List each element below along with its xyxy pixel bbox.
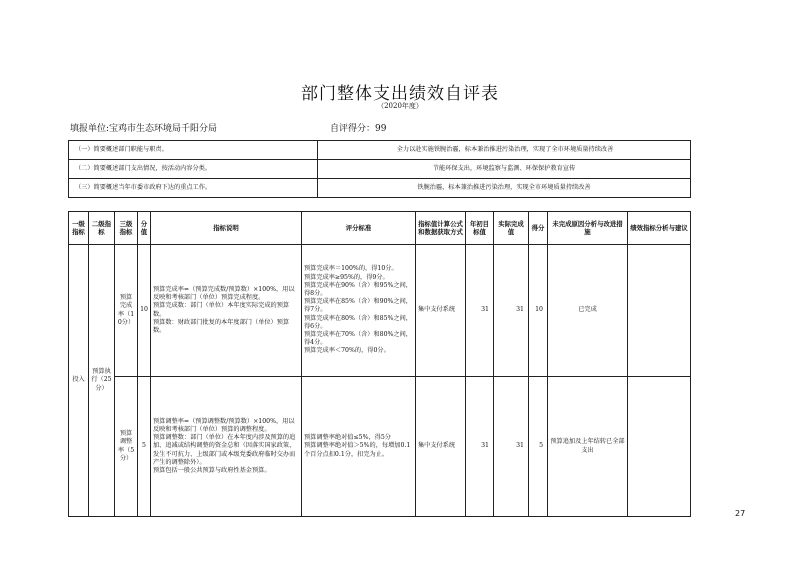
- column-header: 指标值计算公式和数据获取方式: [416, 212, 466, 245]
- level2-cell: 预算执行（25分）: [89, 245, 115, 517]
- column-header: 三级指标: [115, 212, 138, 245]
- score-value-cell: 10: [138, 245, 151, 377]
- summary-value: 铁腕治霾，标本兼治推进污染治理，实现全市环境质量持续改善: [318, 179, 691, 198]
- actual-cell: 31: [494, 245, 529, 377]
- page-number: 27: [735, 509, 746, 518]
- column-header: 年初目标值: [466, 212, 494, 245]
- summary-label: （二）简要概述部门支出情况，按活动内容分类。: [69, 160, 318, 179]
- reason-cell: 已完成: [548, 245, 628, 377]
- score-cell: 10: [529, 245, 548, 377]
- score-cell: 5: [529, 377, 548, 517]
- table-row: [69, 377, 691, 517]
- actual-cell: 31: [494, 377, 529, 517]
- target-cell: 31: [466, 245, 494, 377]
- score-value-cell: 5: [138, 377, 151, 517]
- summary-table: [68, 140, 691, 198]
- indicator-desc: 预算调整率=（预算调整数/预算数）×100%，用以反映和考核部门（单位）预算的调整程度。 预算调整数：部门（单位）在本年度内涉及预算的追加、追减或结构调整的资金总和（因落实国家政策、发生不可抗力、上级部门或本级党委政府临时交办而产生的调整除外）。 预算包括一般公共预算与政府性基金预算。: [151, 377, 302, 517]
- summary-value: 节能环保支出，环境监察与监测、环保保护教育宣传: [318, 160, 691, 179]
- performance-table: [68, 211, 691, 517]
- scoring-criteria: 预算完成率＝100%的，得10分。 预算完成率≥95%的，得9分。 预算完成率在90%（含）和95%之间，得8分。 预算完成率在85%（含）和90%之间，得7分。 预算完成率在80%（含）和85%之间，得6分。 预算完成率在70%（含）和80%之间，得4分。 预算完成率＜70%的，得0分。: [302, 245, 416, 377]
- advice-cell: [628, 245, 691, 377]
- summary-value: 全力以赴实施铁腕治霾，标本兼治推进污染治理，实现了全市环境质量持续改善: [318, 141, 691, 160]
- level3-cell: 预算完成率（10分）: [115, 245, 138, 377]
- column-header: 评分标准: [302, 212, 416, 245]
- column-header: 二级指标: [89, 212, 115, 245]
- page-title: 部门整体支出绩效自评表: [301, 84, 499, 104]
- report-year: （2020年度）: [377, 102, 423, 110]
- self-score: 自评得分：99: [330, 124, 387, 134]
- column-header: 分值: [138, 212, 151, 245]
- scoring-criteria: 预算调整率绝对值≤5%，得5分 预算调整率绝对值＞5%的，每增加0.1个百分点扣0.1分，扣完为止。: [302, 377, 416, 517]
- target-cell: 31: [466, 377, 494, 517]
- column-header: 指标说明: [151, 212, 302, 245]
- level1-cell: 投入: [69, 245, 89, 517]
- table-header: [69, 212, 691, 245]
- column-header: 未完成原因分析与改进措施: [548, 212, 628, 245]
- column-header: 一级指标: [69, 212, 89, 245]
- summary-row: [69, 160, 691, 179]
- table-row: [69, 245, 691, 377]
- reporting-unit: 填报单位:宝鸡市生态环境局千阳分局: [70, 124, 218, 134]
- summary-label: （一）简要概述部门职能与职责。: [69, 141, 318, 160]
- indicator-desc: 预算完成率=（预算完成数/预算数）×100%，用以反映和考核部门（单位）预算完成程度。 预算完成数：部门（单位）本年度实际完成的预算数。 预算数：财政部门批复的本年度部门（单位）预算数。: [151, 245, 302, 377]
- column-header: 绩效指标分析与建议: [628, 212, 691, 245]
- reason-cell: 预算追加及上年结转已全部支出: [548, 377, 628, 517]
- summary-row: [69, 141, 691, 160]
- advice-cell: [628, 377, 691, 517]
- summary-label: （三）简要概述当年市委市政府下达的重点工作。: [69, 179, 318, 198]
- column-header: 得分: [529, 212, 548, 245]
- formula-cell: 集中支付系统: [416, 245, 466, 377]
- summary-row: [69, 179, 691, 198]
- formula-cell: 集中支付系统: [416, 377, 466, 517]
- column-header: 实际完成值: [494, 212, 529, 245]
- level3-cell: 预算调整率（5分）: [115, 377, 138, 517]
